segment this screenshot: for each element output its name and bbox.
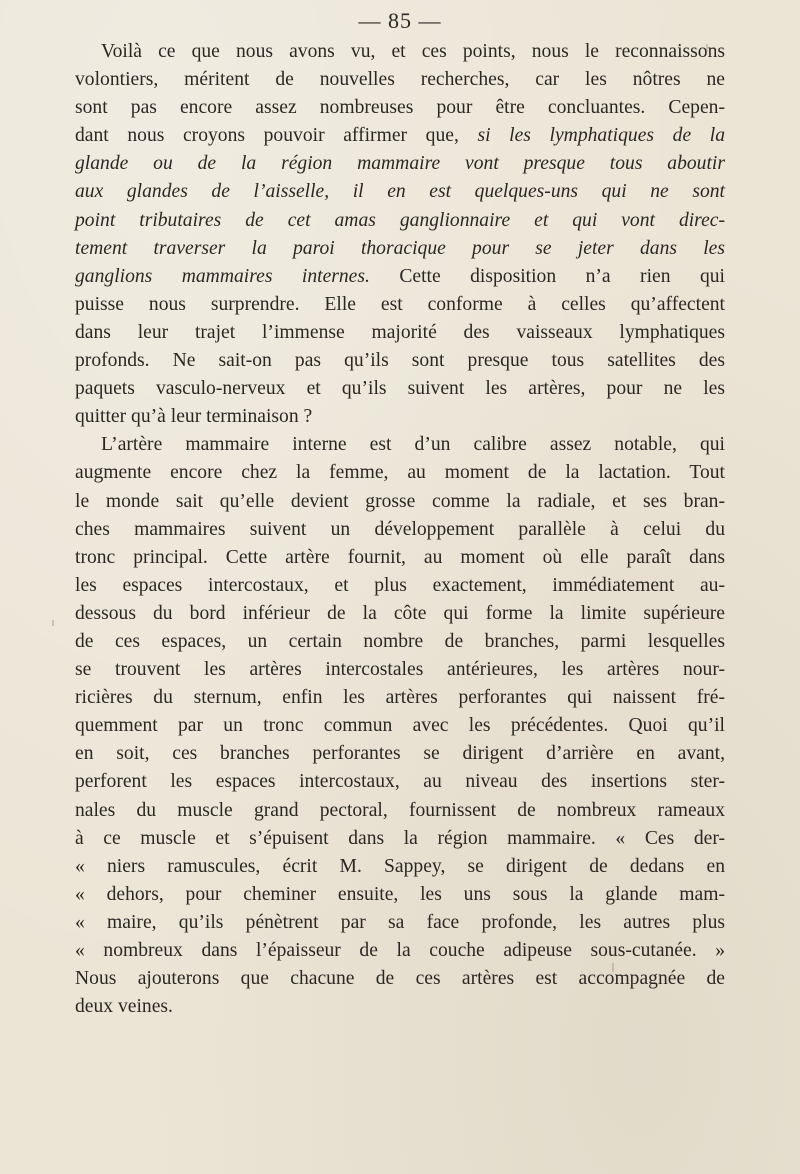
scan-speck (612, 963, 614, 972)
text-line (75, 544, 725, 572)
text-segment: nales du muscle grand pectoral, fournissent de nombreux rameaux (75, 799, 725, 821)
italic-text-segment: tement traverser la paroi thoracique pour se jeter dans les (75, 237, 725, 259)
italic-text-segment: glande ou de la région mammaire vont presque tous aboutir (75, 153, 725, 175)
text-line (75, 207, 725, 235)
text-segment: paquets vasculo-nerveux et qu’ils suivent les artères, pour ne les (75, 378, 725, 400)
text-line (75, 375, 725, 403)
text-line (75, 853, 725, 881)
text-segment: L’artère mammaire interne est d’un calibre assez notable, qui (101, 434, 725, 456)
text-line (75, 38, 725, 66)
italic-text-segment: si les lymphatiques de la (477, 125, 725, 147)
text-line (75, 459, 725, 487)
text-segment: quemment par un tronc commun avec les précédentes. Quoi qu’il (75, 715, 725, 737)
italic-text-segment: point tributaires de cet amas ganglionnaire et qui vont direc- (75, 209, 725, 231)
text-line (75, 965, 725, 993)
text-line (75, 572, 725, 600)
text-line (75, 319, 725, 347)
text-segment: deux veines. (75, 996, 173, 1018)
text-line (75, 628, 725, 656)
text-line (75, 740, 725, 768)
italic-text-segment: ganglions mammaires internes. (75, 265, 370, 287)
text-line (75, 178, 725, 206)
text-line (75, 516, 725, 544)
text-segment: « niers ramuscules, écrit M. Sappey, se dirigent de dedans en (75, 855, 725, 877)
text-line (75, 712, 725, 740)
text-line (75, 122, 725, 150)
text-segment: volontiers, méritent de nouvelles recherches, car les nôtres ne (75, 69, 725, 91)
text-line (75, 797, 725, 825)
scan-speck (706, 44, 708, 52)
text-segment: puisse nous surprendre. Elle est conforme à celles qu’affectent (75, 293, 725, 315)
text-segment: « maire, qu’ils pénètrent par sa face profonde, les autres plus (75, 911, 725, 933)
text-line (75, 656, 725, 684)
scan-speck (52, 620, 54, 626)
text-segment: tronc principal. Cette artère fournit, au moment où elle paraît dans (75, 546, 725, 568)
text-line (75, 431, 725, 459)
text-segment: se trouvent les artères intercostales antérieures, les artères nour- (75, 659, 725, 681)
text-segment: de ces espaces, un certain nombre de branches, parmi lesquelles (75, 630, 725, 652)
text-line (75, 235, 725, 263)
text-line (75, 291, 725, 319)
text-segment: dans leur trajet l’immense majorité des vaisseaux lymphatiques (75, 321, 725, 343)
text-line (75, 937, 725, 965)
text-segment: Voilà ce que nous avons vu, et ces points, nous le reconnaissons (101, 41, 725, 62)
text-line (75, 403, 725, 431)
text-segment: « dehors, pour cheminer ensuite, les uns sous la glande mam- (75, 883, 725, 905)
text-segment: en soit, ces branches perforantes se dirigent d’arrière en avant, (75, 743, 725, 765)
text-segment: ches mammaires suivent un développement parallèle à celui du (75, 518, 725, 540)
text-segment: profonds. Ne sait-on pas qu’ils sont presque tous satellites des (75, 350, 725, 372)
text-line (75, 347, 725, 375)
page-number: — 85 — (358, 8, 442, 33)
paragraphs-container (75, 38, 725, 1021)
text-segment: les espaces intercostaux, et plus exactement, immédiatement au- (75, 574, 725, 596)
text-line (75, 881, 725, 909)
text-segment: perforent les espaces intercostaux, au niveau des insertions ster- (75, 771, 725, 793)
body-text (75, 38, 725, 1021)
text-segment: augmente encore chez la femme, au moment de la lactation. Tout (75, 462, 725, 484)
text-line (75, 993, 725, 1021)
text-line (75, 150, 725, 178)
text-line (75, 488, 725, 516)
text-segment: dant nous croyons pouvoir affirmer que, (75, 125, 478, 147)
italic-text-segment: aux glandes de l’aisselle, il en est quelques-uns qui ne sont (75, 181, 725, 203)
text-segment: « nombreux dans l’épaisseur de la couche adipeuse sous-cutanée. » (75, 940, 725, 961)
text-line (75, 94, 725, 122)
text-line (75, 768, 725, 796)
text-segment: ricières du sternum, enfin les artères perforantes qui naissent fré- (75, 687, 725, 709)
text-segment: à ce muscle et s’épuisent dans la région mammaire. « Ces der- (75, 827, 725, 849)
text-segment: sont pas encore assez nombreuses pour être concluantes. Cepen- (75, 97, 725, 119)
text-line (75, 263, 725, 291)
text-line (75, 600, 725, 628)
text-line (75, 66, 725, 94)
text-segment: Cette disposition n’a rien qui (369, 265, 725, 287)
text-line (75, 825, 725, 853)
text-line (75, 909, 725, 937)
text-segment: quitter qu’à leur terminaison ? (75, 406, 313, 428)
text-segment: Nous ajouterons que chacune de ces artères est accompagnée de (75, 968, 725, 990)
text-segment: le monde sait qu’elle devient grosse comme la radiale, et ses bran- (75, 490, 725, 512)
text-line (75, 684, 725, 712)
text-segment: dessous du bord inférieur de la côte qui forme la limite supérieure (75, 602, 725, 624)
